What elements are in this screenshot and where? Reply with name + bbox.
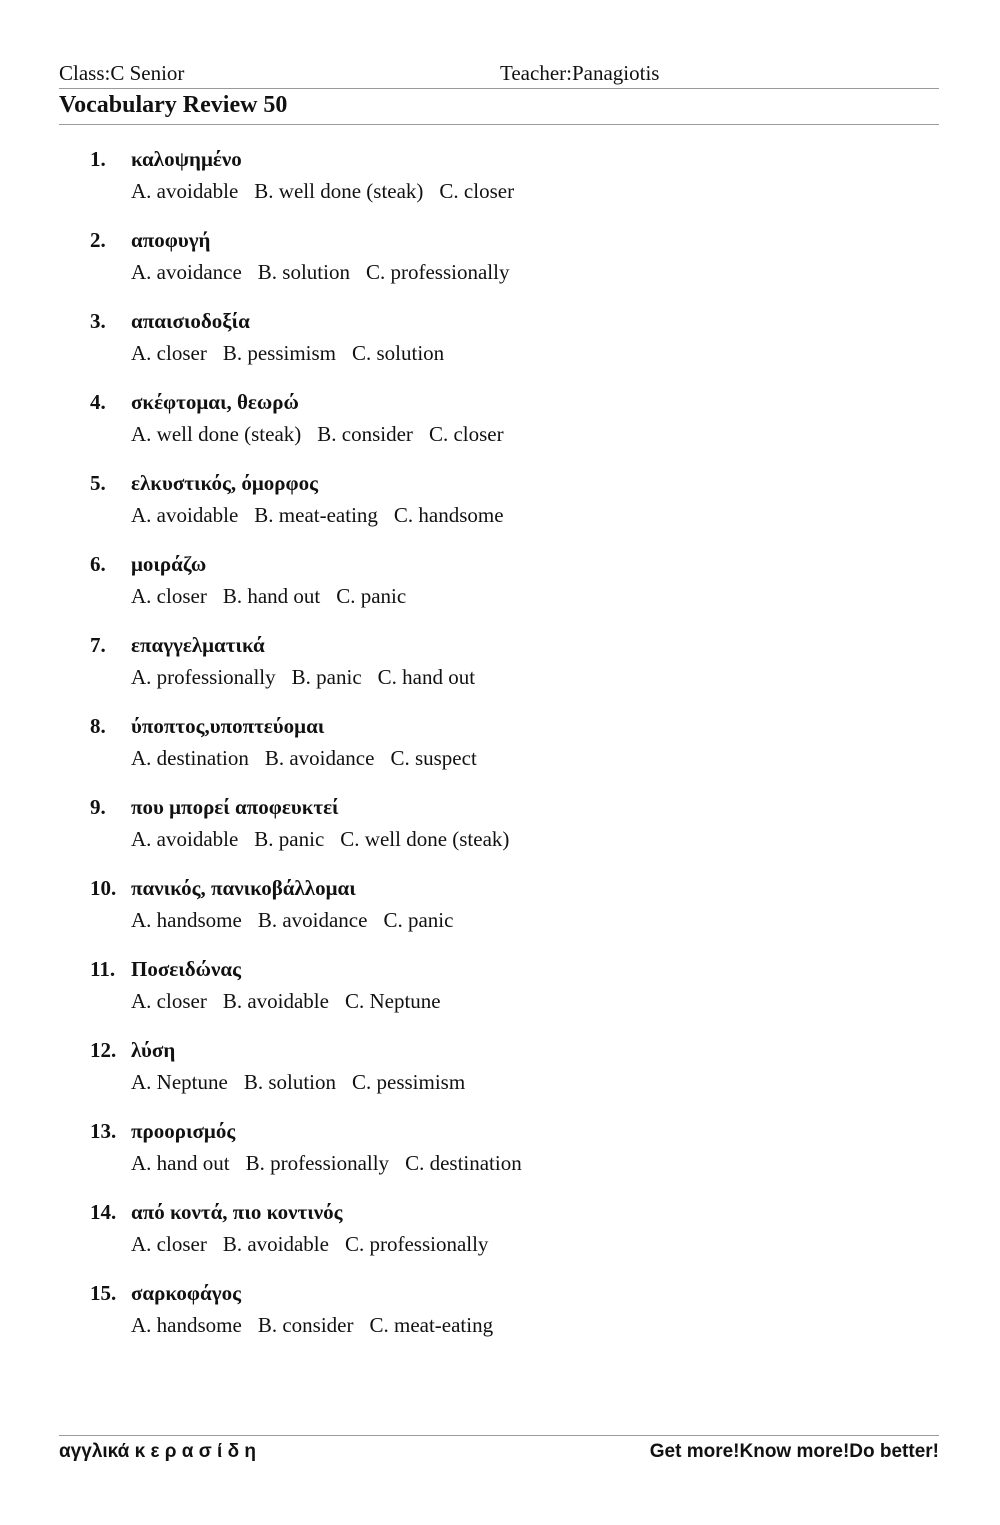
question-item bbox=[0, 228, 1000, 309]
question-item bbox=[0, 471, 1000, 552]
answer-option[interactable]: B. well done (steak) bbox=[254, 179, 424, 203]
question-number: 3. bbox=[90, 309, 106, 333]
answer-option[interactable]: B. hand out bbox=[222, 584, 321, 608]
answer-option[interactable]: A. closer bbox=[131, 341, 207, 365]
worksheet-title: Vocabulary Review 50 bbox=[59, 92, 939, 125]
question-item bbox=[0, 633, 1000, 714]
answer-option[interactable]: C. suspect bbox=[390, 746, 477, 770]
question-number: 9. bbox=[90, 795, 106, 819]
answer-option[interactable]: A. avoidance bbox=[131, 260, 242, 284]
answer-option[interactable]: C. Neptune bbox=[344, 989, 441, 1013]
question-item bbox=[0, 309, 1000, 390]
answer-option[interactable]: C. professionally bbox=[365, 260, 510, 284]
answer-options bbox=[131, 1232, 504, 1257]
answer-options bbox=[131, 1313, 509, 1338]
class-label: Class:C Senior bbox=[59, 61, 185, 85]
answer-option[interactable]: A. avoidable bbox=[131, 503, 239, 527]
footer-slogan: Get more!Know more!Do better! bbox=[649, 1441, 939, 1462]
question-term: από κοντά, πιο κοντινός bbox=[131, 1200, 343, 1224]
answer-options bbox=[131, 179, 530, 204]
answer-option[interactable]: C. meat-eating bbox=[369, 1313, 494, 1337]
question-term: λύση bbox=[131, 1038, 176, 1062]
answer-option[interactable]: B. pessimism bbox=[222, 341, 336, 365]
question-number: 1. bbox=[90, 147, 106, 171]
question-number: 5. bbox=[90, 471, 106, 495]
question-term: σκέφτομαι, θεωρώ bbox=[131, 390, 299, 414]
answer-option[interactable]: B. solution bbox=[243, 1070, 336, 1094]
answer-option[interactable]: A. closer bbox=[131, 989, 207, 1013]
answer-options bbox=[131, 260, 525, 285]
question-list bbox=[0, 147, 1000, 1362]
answer-option[interactable]: C. professionally bbox=[344, 1232, 489, 1256]
question-term: προορισμός bbox=[131, 1119, 236, 1143]
question-item bbox=[0, 957, 1000, 1038]
answer-option[interactable]: A. avoidable bbox=[131, 827, 239, 851]
question-number: 13. bbox=[90, 1119, 117, 1143]
footer-divider bbox=[59, 1435, 939, 1436]
question-item bbox=[0, 1281, 1000, 1362]
answer-option[interactable]: A. avoidable bbox=[131, 179, 239, 203]
answer-option[interactable]: B. avoidance bbox=[257, 908, 368, 932]
footer bbox=[59, 1441, 939, 1467]
answer-option[interactable]: A. Neptune bbox=[131, 1070, 228, 1094]
answer-option[interactable]: C. well done (steak) bbox=[340, 827, 510, 851]
question-number: 4. bbox=[90, 390, 106, 414]
question-term: ύποπτος,υποπτεύομαι bbox=[131, 714, 325, 738]
answer-option[interactable]: A. destination bbox=[131, 746, 249, 770]
answer-options bbox=[131, 422, 520, 447]
answer-option[interactable]: C. closer bbox=[428, 422, 504, 446]
answer-options bbox=[131, 746, 493, 771]
answer-option[interactable]: A. handsome bbox=[131, 908, 242, 932]
question-number: 14. bbox=[90, 1200, 117, 1224]
answer-option[interactable]: C. panic bbox=[383, 908, 454, 932]
question-item bbox=[0, 1119, 1000, 1200]
question-term: επαγγελματικά bbox=[131, 633, 265, 657]
question-number: 15. bbox=[90, 1281, 117, 1305]
question-number: 7. bbox=[90, 633, 106, 657]
answer-option[interactable]: B. avoidable bbox=[222, 989, 329, 1013]
answer-option[interactable]: C. destination bbox=[405, 1151, 522, 1175]
question-number: 6. bbox=[90, 552, 106, 576]
question-item bbox=[0, 147, 1000, 228]
answer-option[interactable]: C. handsome bbox=[393, 503, 504, 527]
answer-option[interactable]: A. professionally bbox=[131, 665, 276, 689]
footer-brand: αγγλικά κ ε ρ α σ ί δ η bbox=[59, 1441, 256, 1462]
question-number: 8. bbox=[90, 714, 106, 738]
question-term: που μπορεί αποφευκτεί bbox=[131, 795, 339, 819]
question-term: Ποσειδώνας bbox=[131, 957, 241, 981]
answer-options bbox=[131, 665, 491, 690]
worksheet-header bbox=[59, 61, 939, 89]
answer-options bbox=[131, 827, 525, 852]
answer-option[interactable]: A. hand out bbox=[131, 1151, 230, 1175]
question-item bbox=[0, 795, 1000, 876]
question-term: καλοψημένο bbox=[131, 147, 242, 171]
question-number: 11. bbox=[90, 957, 116, 981]
answer-option[interactable]: B. consider bbox=[257, 1313, 354, 1337]
answer-option[interactable]: A. closer bbox=[131, 584, 207, 608]
answer-option[interactable]: C. closer bbox=[439, 179, 515, 203]
answer-option[interactable]: B. consider bbox=[317, 422, 413, 446]
question-term: σαρκοφάγος bbox=[131, 1281, 241, 1305]
answer-options bbox=[131, 584, 422, 609]
question-item bbox=[0, 714, 1000, 795]
question-number: 2. bbox=[90, 228, 106, 252]
question-term: μοιράζω bbox=[131, 552, 207, 576]
question-number: 10. bbox=[90, 876, 117, 900]
question-term: αποφυγή bbox=[131, 228, 211, 252]
answer-option[interactable]: B. solution bbox=[257, 260, 350, 284]
question-item bbox=[0, 1038, 1000, 1119]
question-item bbox=[0, 390, 1000, 471]
question-number: 12. bbox=[90, 1038, 117, 1062]
answer-option[interactable]: C. solution bbox=[352, 341, 445, 365]
question-item bbox=[0, 552, 1000, 633]
answer-option[interactable]: B. panic bbox=[254, 827, 325, 851]
answer-option[interactable]: A. closer bbox=[131, 1232, 207, 1256]
answer-options bbox=[131, 503, 520, 528]
answer-option[interactable]: B. panic bbox=[291, 665, 362, 689]
teacher-label: Teacher:Panagiotis bbox=[500, 61, 660, 85]
question-item bbox=[0, 1200, 1000, 1281]
question-term: απαισιοδοξία bbox=[131, 309, 250, 333]
answer-option[interactable]: A. well done (steak) bbox=[131, 422, 302, 446]
question-term: ελκυστικός, όμορφος bbox=[131, 471, 318, 495]
question-term: πανικός, πανικοβάλλομαι bbox=[131, 876, 356, 900]
answer-options bbox=[131, 989, 457, 1014]
answer-option[interactable]: B. avoidance bbox=[264, 746, 375, 770]
answer-options bbox=[131, 908, 469, 933]
answer-option[interactable]: C. hand out bbox=[377, 665, 476, 689]
answer-options bbox=[131, 341, 460, 366]
answer-option[interactable]: A. handsome bbox=[131, 1313, 242, 1337]
answer-options bbox=[131, 1070, 481, 1095]
answer-option[interactable]: B. avoidable bbox=[222, 1232, 329, 1256]
answer-option[interactable]: B. meat-eating bbox=[254, 503, 378, 527]
answer-option[interactable]: B. professionally bbox=[245, 1151, 390, 1175]
answer-options bbox=[131, 1151, 538, 1176]
question-item bbox=[0, 876, 1000, 957]
answer-option[interactable]: C. panic bbox=[336, 584, 407, 608]
answer-option[interactable]: C. pessimism bbox=[352, 1070, 466, 1094]
